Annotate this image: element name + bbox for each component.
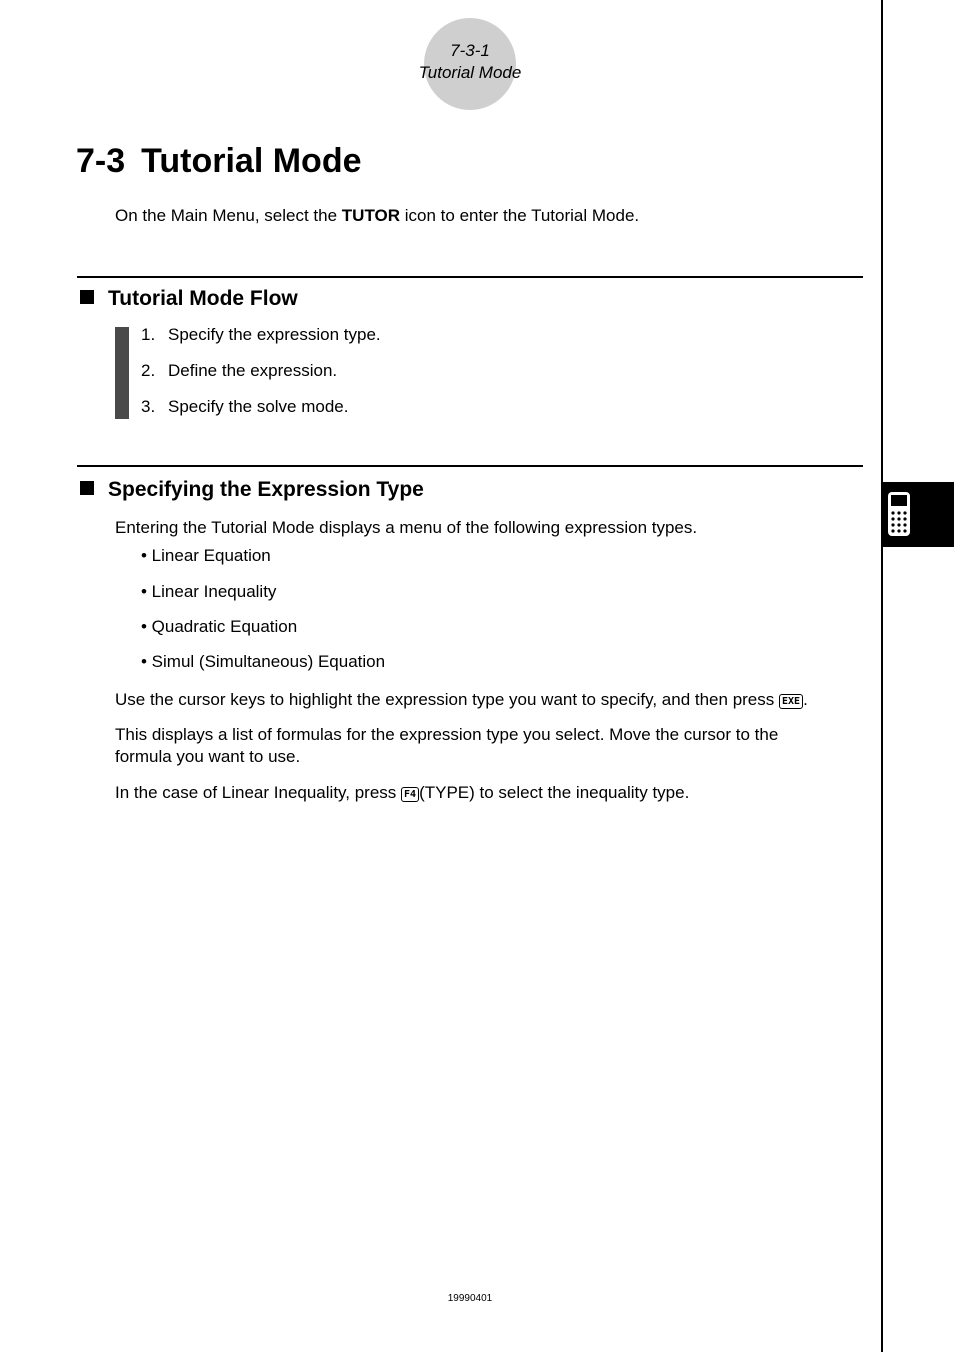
exe-key-icon: EXE bbox=[779, 694, 803, 709]
chapter-title-text: Tutorial Mode bbox=[141, 142, 362, 180]
list-item bbox=[141, 397, 348, 417]
chapter-title bbox=[76, 142, 362, 181]
chapter-number: 7-3 bbox=[76, 142, 126, 180]
section-heading-type bbox=[80, 478, 424, 502]
list-item bbox=[141, 325, 381, 345]
list-item: • Simul (Simultaneous) Equation bbox=[141, 652, 386, 671]
type-intro: Entering the Tutorial Mode displays a menu of the following expression types. bbox=[115, 518, 698, 537]
footer-code: 19990401 bbox=[447, 1293, 493, 1304]
paragraph-text: In the case of Linear Inequality, press bbox=[115, 783, 402, 802]
step-number: 3. bbox=[141, 397, 156, 416]
paragraph-line: formula you want to use. bbox=[115, 747, 301, 766]
tutor-keyword: TUTOR bbox=[341, 206, 401, 225]
list-item: • Quadratic Equation bbox=[141, 617, 298, 636]
chapter-tab bbox=[883, 482, 954, 547]
chapter-intro bbox=[115, 205, 639, 227]
section-heading-flow bbox=[80, 287, 298, 311]
paragraph-cursor-keys bbox=[115, 689, 808, 711]
step-text: Define the expression. bbox=[168, 361, 338, 380]
paragraph-inequality bbox=[115, 782, 689, 804]
intro-text: On the Main Menu, select the bbox=[115, 206, 342, 225]
paragraph-text: Use the cursor keys to highlight the expression type you want to specify, and then press bbox=[115, 690, 779, 709]
paragraph-formulas bbox=[115, 724, 778, 768]
list-item: • Linear Equation bbox=[141, 546, 271, 565]
square-bullet-icon bbox=[80, 481, 94, 495]
step-bar bbox=[115, 327, 129, 419]
section-heading-text: Specifying the Expression Type bbox=[108, 478, 424, 501]
step-number: 1. bbox=[141, 325, 156, 344]
f4-key-icon: F4 bbox=[401, 787, 419, 802]
step-number: 2. bbox=[141, 361, 156, 380]
section-heading-text: Tutorial Mode Flow bbox=[108, 287, 298, 310]
section-rule bbox=[77, 465, 863, 467]
paragraph-text-end: (TYPE) to select the inequality type. bbox=[419, 783, 690, 802]
list-item bbox=[141, 361, 337, 381]
running-title: Tutorial Mode bbox=[418, 63, 522, 82]
paragraph-line: This displays a list of formulas for the expression type you select. Move the cursor to the bbox=[115, 725, 779, 744]
margin-rule bbox=[881, 0, 883, 1352]
section-rule bbox=[77, 276, 863, 278]
intro-text-end: icon to enter the Tutorial Mode. bbox=[400, 206, 640, 225]
paragraph-text-end: . bbox=[803, 690, 808, 709]
list-item: • Linear Inequality bbox=[141, 582, 277, 601]
calculator-icon bbox=[883, 482, 954, 547]
square-bullet-icon bbox=[80, 290, 94, 304]
page-number: 7-3-1 bbox=[450, 41, 490, 60]
step-text: Specify the solve mode. bbox=[168, 397, 349, 416]
step-text: Specify the expression type. bbox=[168, 325, 381, 344]
